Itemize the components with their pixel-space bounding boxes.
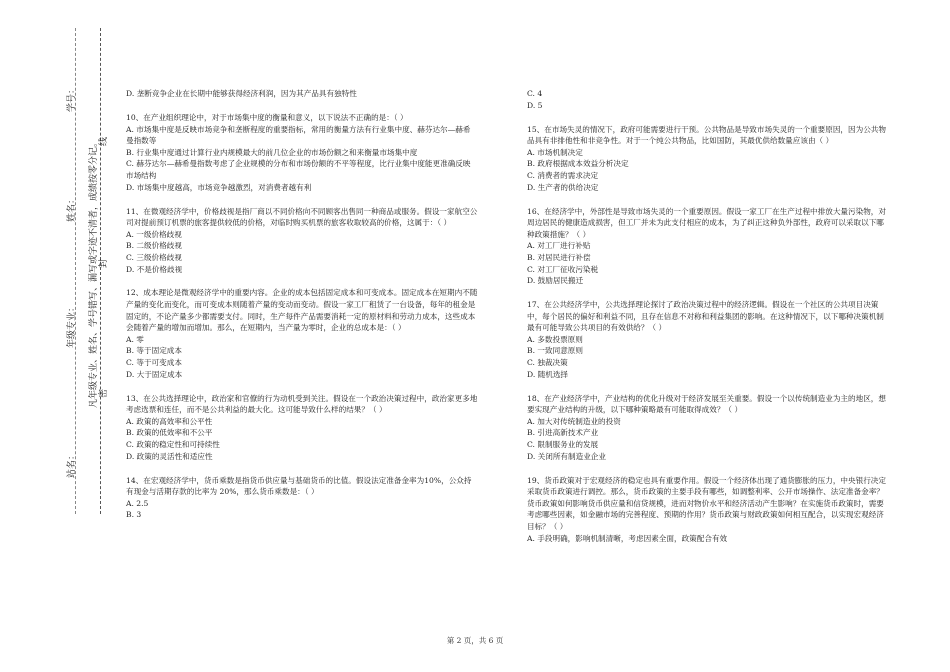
- question-option: C. 4: [527, 89, 543, 98]
- binding-cut-line: [100, 28, 101, 514]
- question-item: [527, 393, 887, 463]
- question-stem: 18、在产业经济学中，产业结构的优化升级对于经济发展至关重要。假设一个以传统制造业为主的地区，想要实现产业结构的升级，以下哪种策略最有可能取得成效？（ ）: [527, 393, 886, 415]
- question-option: B. 对居民进行补偿: [527, 252, 591, 262]
- right-column: [527, 88, 887, 557]
- question-stem: 13、在公共选择理论中，政治家和官僚的行为动机受到关注。假设在一个政治决策过程中，政治家更多地考虑选票和连任，而不是公共利益的最大化。这可能导致什么样的结果？（ ）: [126, 393, 478, 415]
- question-option: A. 2.5: [126, 498, 149, 508]
- question-option: B. 行业集中度通过计算行业内规模最大的前几位企业的市场份额之和来衡量市场集中度: [126, 147, 418, 157]
- field-student-id: 学号：: [67, 84, 77, 112]
- question-stem: 11、在微观经济学中，价格歧视是指厂商以不同价格向不同顾客出售同一种商品或服务。假设一家航空公司对提前预订机票的旅客提供较低的价格，对临时购买机票的旅客收取较高的价格，这属于：（ ）: [126, 206, 478, 228]
- field-grade: 年级专业：: [67, 302, 77, 348]
- question-option: C. 消费者的需求决定: [527, 170, 599, 180]
- question-option: D. 政策的灵活性和适应性: [126, 451, 213, 461]
- question-option: C. 政策的稳定性和可持续性: [126, 440, 220, 449]
- page-number: 第 2 页，共 6 页: [446, 636, 504, 645]
- mark-mi: 密: [99, 388, 109, 398]
- question-option: D. 5: [527, 100, 543, 110]
- question-option: D. 随机选择: [527, 369, 569, 379]
- question-stem: D. 垄断竞争企业在长期中能够获得经济利润，因为其产品具有独特性: [126, 89, 357, 98]
- question-item: [527, 206, 887, 287]
- question-option: D. 市场集中度越高，市场竞争越激烈，对消费者越有利: [126, 182, 312, 192]
- mark-xian: 线: [99, 136, 109, 146]
- question-item: [126, 206, 478, 276]
- question-option: A. 加大对传统制造业的投资: [527, 416, 621, 426]
- question-option: C. 三级价格歧视: [126, 252, 182, 262]
- question-option: A. 零: [126, 334, 144, 344]
- question-option: C. 独裁决策: [527, 358, 568, 368]
- question-option: A. 手段明确，影响机制清晰，考虑因素全面，政策配合有效: [527, 533, 728, 543]
- question-item: [527, 88, 887, 111]
- question-option: A. 多数投票原则: [527, 334, 583, 344]
- question-stem: 12、成本理论是微观经济学中的重要内容。企业的成本包括固定成本和可变成本。固定成本在短期内不随产量的变化而变化，而可变成本则随着产量的变动而变动。假设一家工厂租赁了一台设备，每年的租金是固定的，不论产量多少都需要支付。同时，生产每件产品需要消耗一定的原材料和劳动力成本，这些成本会随着产量的增加而增加。那么，在短期内，当产量为零时，企业的总成本是：（ ）: [126, 288, 478, 333]
- question-option: D. 不是价格歧视: [126, 264, 183, 274]
- question-option: A. 政策的高效率和公平性: [126, 416, 213, 426]
- question-option: D. 大于固定成本: [126, 369, 183, 379]
- question-option: B. 等于固定成本: [126, 346, 182, 356]
- question-stem: 15、在市场失灵的情况下，政府可能需要进行干预。公共物品是导致市场失灵的一个重要原因，因为公共物品具有非排他性和非竞争性。对于一个纯公共物品，比如国防，其最优供给数量应该由（ ）: [527, 124, 886, 146]
- question-item: [126, 475, 478, 521]
- question-stem: 16、在经济学中，外部性是导致市场失灵的一个重要原因。假设一家工厂在生产过程中排放大量污染物，对周边居民的健康造成损害，但工厂并未为此支付相应的成本，为了纠正这种负外部性，政府可以采取以下哪种政策措施？（ ）: [527, 206, 886, 239]
- question-stem: 14、在宏观经济学中，货币乘数是指货币供应量与基础货币的比值。假设法定准备金率为10%，公众持有现金与活期存款的比率为 20%，那么货币乘数是：（ ）: [126, 475, 472, 497]
- question-item: [126, 287, 478, 380]
- field-name: 姓名：: [67, 194, 77, 222]
- question-option: C. 限制服务业的发展: [527, 440, 599, 449]
- question-option: A. 对工厂进行补贴: [527, 241, 591, 251]
- question-option: D. 生产者的供给决定: [527, 182, 599, 192]
- notice-text: 凡年级专业、姓名、学号错写、漏写或字迹不清者，成绩按零分记。: [89, 137, 99, 408]
- question-option: D. 鼓励居民搬迁: [527, 276, 584, 286]
- question-item: [126, 393, 478, 463]
- question-item: [527, 124, 887, 194]
- mark-feng: 封: [99, 258, 109, 268]
- question-option: B. 政策的低效率和不公平: [126, 428, 213, 438]
- question-option: B. 政府根据成本效益分析决定: [527, 159, 629, 169]
- question-option: C. 对工厂征收污染税: [527, 264, 599, 274]
- question-item: [527, 299, 887, 380]
- question-option: B. 二级价格歧视: [126, 241, 182, 251]
- question-option: A. 市场集中度是反映市场竞争和垄断程度的重要指标，常用的衡量方法有行业集中度、赫芬达尔—赫希曼指数等: [126, 124, 471, 146]
- question-option: D. 关闭所有制造业企业: [527, 451, 606, 461]
- question-option: A. 一级价格歧视: [126, 229, 182, 239]
- field-school: 站名：: [67, 450, 77, 478]
- binding-margin: [0, 0, 115, 672]
- left-column: [126, 88, 478, 533]
- question-option: B. 一致同意原则: [527, 346, 583, 356]
- question-stem: 10、在产业组织理论中，对于市场集中度的衡量和意义，以下说法不正确的是：（ ）: [126, 112, 408, 122]
- question-item: [527, 475, 887, 545]
- question-item: [126, 88, 478, 100]
- question-option: B. 3: [126, 510, 142, 520]
- question-item: [126, 112, 478, 193]
- question-option: C. 赫芬达尔—赫希曼指数考虑了企业规模的分布和市场份额的不平等程度，比行业集中度能更准确反映市场结构: [126, 159, 471, 180]
- question-stem: 19、货币政策对于宏观经济的稳定也具有重要作用。假设一个经济体出现了通货膨胀的压力，中央银行决定采取货币政策进行调控。那么，货币政策的主要手段有哪些，如调整利率、公开市场操作、法定准备金率？货币政策如何影响货币供应量和信贷规模，进而对物价水平和经济活动产生影响？在实施货币政策时，需要考虑哪些因素，如金融市场的完善程度、预期的作用？货币政策与财政政策如何相互配合，以实现宏观经济目标？（ ）: [527, 475, 886, 531]
- question-stem: 17、在公共经济学中，公共选择理论探讨了政治决策过程中的经济逻辑。假设在一个社区的公共项目决策中，每个居民的偏好和利益不同，且存在信息不对称和利益集团的影响。在这种情况下，以下哪种决策机制最有可能导致公共项目的有效供给？（ ）: [527, 300, 884, 333]
- question-option: C. 等于可变成本: [126, 358, 182, 368]
- question-option: B. 引进高新技术产业: [527, 428, 599, 438]
- question-option: A. 市场机制决定: [527, 147, 583, 157]
